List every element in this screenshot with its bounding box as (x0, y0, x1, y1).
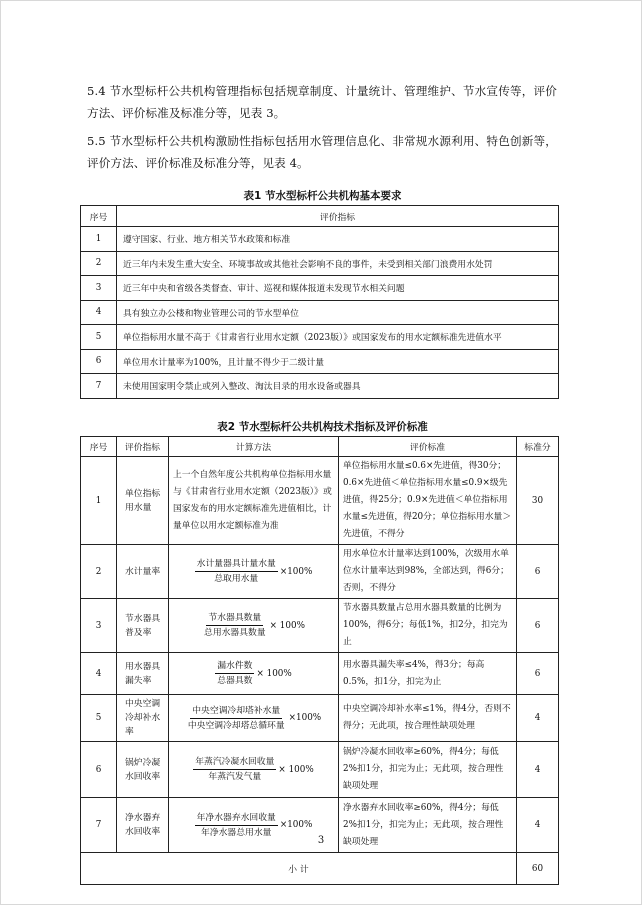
table1-row-text: 遵守国家、行业、地方相关节水政策和标准 (117, 227, 559, 252)
formula (193, 755, 314, 784)
table2-header-score: 标准分 (517, 437, 559, 457)
formula-multiplier: × 100% (256, 668, 292, 679)
table2-technical-indicators (80, 436, 559, 885)
formula-denominator: 年蒸汽发气量 (208, 772, 262, 782)
table2-row-method (169, 545, 339, 599)
table2-subtotal-label: 小 计 (81, 853, 517, 885)
table2-row-criteria: 锅炉冷凝水回收率≥60%，得4分；每低2%扣1分，扣完为止；无此项，按合理性缺项处理 (339, 742, 517, 798)
table2-row (81, 653, 559, 695)
table2-row-criteria: 用水器具漏失率≤4%，得3分；每高0.5%，扣1分，扣完为止 (339, 653, 517, 695)
table2-row-score: 4 (517, 742, 559, 798)
table2-row-method (169, 742, 339, 798)
table2-subtotal-value: 60 (517, 853, 559, 885)
table2-row-criteria: 净水器弃水回收率≥60%，得4分；每低2%扣1分，扣完为止；无此项，按合理性缺项处理 (339, 798, 517, 853)
table2-row-no: 1 (81, 457, 117, 545)
table2-row-score: 6 (517, 653, 559, 695)
formula (195, 557, 313, 586)
formula-numerator: 水计量器具计量水量 (195, 557, 278, 572)
formula-multiplier: ×100% (279, 566, 313, 577)
table1-row-no: 3 (81, 276, 117, 301)
table2-row-no: 7 (81, 798, 117, 853)
table2-row-indicator: 净水器弃水回收率 (117, 798, 169, 853)
formula-denominator: 总取用水量 (214, 574, 259, 584)
table2-row-indicator: 中央空调冷却补水率 (117, 695, 169, 742)
table1-row-no: 7 (81, 374, 117, 399)
formula (215, 659, 292, 688)
table2-caption: 表2 节水型标杆公共机构技术指标及评价标准 (217, 421, 428, 433)
table1-row (81, 374, 559, 399)
table1-header-indicator: 评价指标 (117, 206, 559, 227)
table2-row-method (169, 695, 339, 742)
formula-denominator: 中央空调冷却塔总循环量 (187, 720, 285, 731)
table1-row-no: 1 (81, 227, 117, 252)
paragraph-5-5: 5.5 节水型标杆公共机构激励性指标包括用水管理信息化、非常规水源利用、特色创新等，评价方法、评价标准及标准分等，见表 4。 (87, 134, 557, 170)
table1-row-text: 未使用国家明令禁止或列入整改、淘汰目录的用水设备或器具 (117, 374, 559, 399)
formula-multiplier: ×100% (279, 820, 313, 830)
table2-row (81, 599, 559, 653)
table2-row-method (169, 599, 339, 653)
formula-numerator: 年蒸汽冷凝水回收量 (193, 755, 276, 770)
table1-row-no: 2 (81, 251, 117, 276)
table2-row-criteria: 用水单位水计量率达到100%，次级用水单位水计量率达到98%，全部达到，得6分；否则，不得分 (339, 545, 517, 599)
table2-row-indicator: 单位指标用水量 (117, 457, 169, 545)
formula-numerator: 年净水器弃水回收量 (195, 811, 278, 826)
table2-header-method: 计算方法 (169, 437, 339, 457)
table1-row-text: 具有独立办公楼和物业管理公司的节水型单位 (117, 300, 559, 325)
formula-denominator: 总器具数 (217, 676, 253, 686)
table2-row-method: 上一个自然年度公共机构单位指标用水量与《甘肃省行业用水定额（2023版）》或国家发布的用水定额标准先进值相比，计量单位以用水定额标准为准 (169, 457, 339, 545)
table2-row-criteria: 节水器具数量占总用水器具数量的比例为100%，得6分；每低1%，扣2分，扣完为止 (339, 599, 517, 653)
table1-row (81, 251, 559, 276)
table1-basic-requirements (80, 205, 559, 399)
table2-row-indicator: 锅炉冷凝水回收率 (117, 742, 169, 798)
table2-header-no: 序号 (81, 437, 117, 457)
formula-numerator: 漏水件数 (215, 659, 254, 674)
table2-row-score: 4 (517, 798, 559, 853)
table2-row-no: 4 (81, 653, 117, 695)
table1-row (81, 325, 559, 350)
formula-numerator: 节水器具数量 (206, 611, 263, 626)
table2-row-indicator: 用水器具漏失率 (117, 653, 169, 695)
formula-multiplier: ×100% (288, 713, 322, 723)
formula (202, 611, 305, 640)
table2-row (81, 742, 559, 798)
table1-row-text: 近三年内未发生重大安全、环境事故或其他社会影响不良的事件，未受到相关部门浪费用水处罚 (117, 251, 559, 276)
table2-row-no: 2 (81, 545, 117, 599)
table2-row-no: 3 (81, 599, 117, 653)
page-number: 3 (317, 835, 325, 846)
table2-header-criteria: 评价标准 (339, 437, 517, 457)
formula-multiplier: × 100% (269, 620, 305, 631)
table1-row (81, 227, 559, 252)
table1-header-row (81, 206, 559, 227)
table2-row-score: 30 (517, 457, 559, 545)
table2-row-no: 6 (81, 742, 117, 798)
table2-row-score: 6 (517, 599, 559, 653)
table2-row-score: 4 (517, 695, 559, 742)
table2-row (81, 457, 559, 545)
table2-row-criteria: 中央空调冷却补水率≤1%，得4分，否则不得分；无此项，按合理性缺项处理 (339, 695, 517, 742)
table2-row-no: 5 (81, 695, 117, 742)
table1-row-text: 近三年中央和省级各类督查、审计、巡视和媒体报道未发现节水相关问题 (117, 276, 559, 301)
table1-row (81, 300, 559, 325)
table1-row-no: 6 (81, 349, 117, 374)
table1-row-text: 单位指标用水量不高于《甘肃省行业用水定额（2023版）》或国家发布的用水定额标准先进值水平 (117, 325, 559, 350)
paragraph-5-4: 5.4 节水型标杆公共机构管理指标包括规章制度、计量统计、管理维护、节水宣传等，评价方法、评价标准及标准分等，见表 3。 (87, 84, 557, 120)
formula-denominator: 总用水器具数量 (204, 628, 266, 638)
table2-row-indicator: 水计量率 (117, 545, 169, 599)
table2-header-row (81, 437, 559, 457)
table2-row (81, 545, 559, 599)
formula-multiplier: × 100% (278, 764, 314, 775)
table2-row-criteria: 单位指标用水量≤0.6×先进值，得30分；0.6×先进值＜单位指标用水量≤0.9×级先进值，得25分；0.9×先进值＜单位指标用水量≤先进值，得20分；单位指标用水量＞先进值，不得分 (339, 457, 517, 545)
table1-row-text: 单位用水计量率为100%，且计量不得少于二级计量 (117, 349, 559, 374)
table1-row (81, 349, 559, 374)
table2-header-indicator: 评价指标 (117, 437, 169, 457)
formula (186, 704, 321, 733)
table2-subtotal-row (81, 853, 559, 885)
formula-numerator: 中央空调冷却塔补水量 (190, 704, 282, 719)
table1-row (81, 276, 559, 301)
formula-denominator: 年净水器总用水量 (201, 827, 272, 838)
table2-row-indicator: 节水器具普及率 (117, 599, 169, 653)
table2-row-score: 6 (517, 545, 559, 599)
table1-header-no: 序号 (81, 206, 117, 227)
table2-row (81, 695, 559, 742)
table1-caption: 表1 节水型标杆公共机构基本要求 (243, 190, 402, 202)
table2-row-method (169, 653, 339, 695)
table1-row-no: 4 (81, 300, 117, 325)
table1-row-no: 5 (81, 325, 117, 350)
